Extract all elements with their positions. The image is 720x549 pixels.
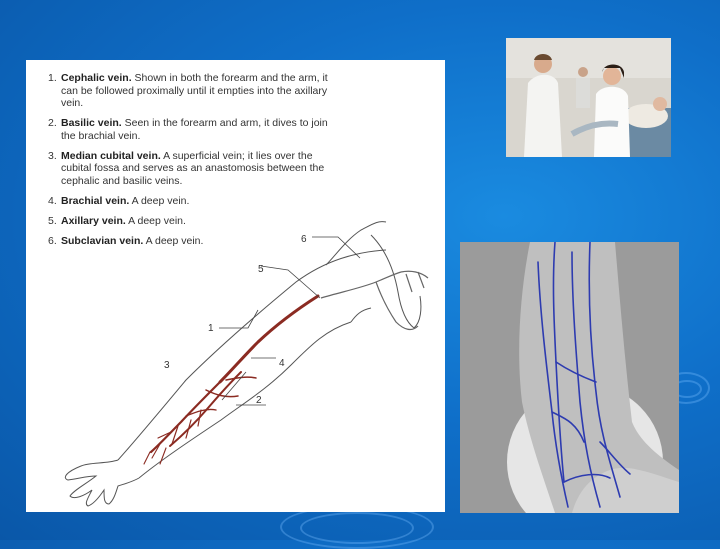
background-swirl — [300, 512, 414, 544]
callout-label-6: 6 — [301, 234, 307, 245]
callout-label-1: 1 — [208, 323, 214, 334]
item-number: 2. — [48, 117, 57, 129]
callout-label-5: 5 — [258, 264, 264, 275]
item-number: 6. — [48, 234, 57, 247]
vein-term: Basilic vein. — [61, 117, 122, 129]
forearm-veins-illustration — [460, 242, 679, 513]
item-number: 5. — [48, 214, 57, 227]
vein-description: A deep vein. — [128, 214, 186, 227]
vein-description: A deep vein. — [145, 234, 204, 247]
callout-label-2: 2 — [256, 395, 262, 406]
vein-term: Cephalic vein. — [61, 72, 132, 84]
vein-term: Axillary vein. — [61, 214, 126, 227]
vein-diagram-panel — [26, 60, 445, 512]
callout-label-3: 3 — [164, 360, 170, 371]
vein-term: Subclavian vein. — [61, 234, 144, 247]
vein-description: Shown in both the forearm and the arm, it can be followed proximally until it empties into the axillary vein. — [61, 72, 328, 109]
forearm-veins-photo — [460, 242, 679, 513]
vein-description: Seen in the forearm and arm, it dives to join the brachial vein. — [61, 117, 328, 142]
vein-description: A superficial vein; it lies over the cubital fossa and serves as an anastomosis between the cephalic and basilic veins. — [61, 149, 325, 187]
arm-vein-illustration — [26, 60, 445, 512]
item-number: 1. — [48, 72, 57, 84]
callout-label-4: 4 — [279, 358, 285, 369]
item-number: 3. — [48, 149, 57, 162]
vein-description: A deep vein. — [131, 194, 190, 207]
doctors-bedside-illustration — [506, 38, 671, 157]
vein-term: Brachial vein. — [61, 194, 130, 207]
doctors-bedside-photo — [506, 38, 671, 157]
vein-term: Median cubital vein. — [61, 149, 161, 162]
item-number: 4. — [48, 194, 57, 207]
